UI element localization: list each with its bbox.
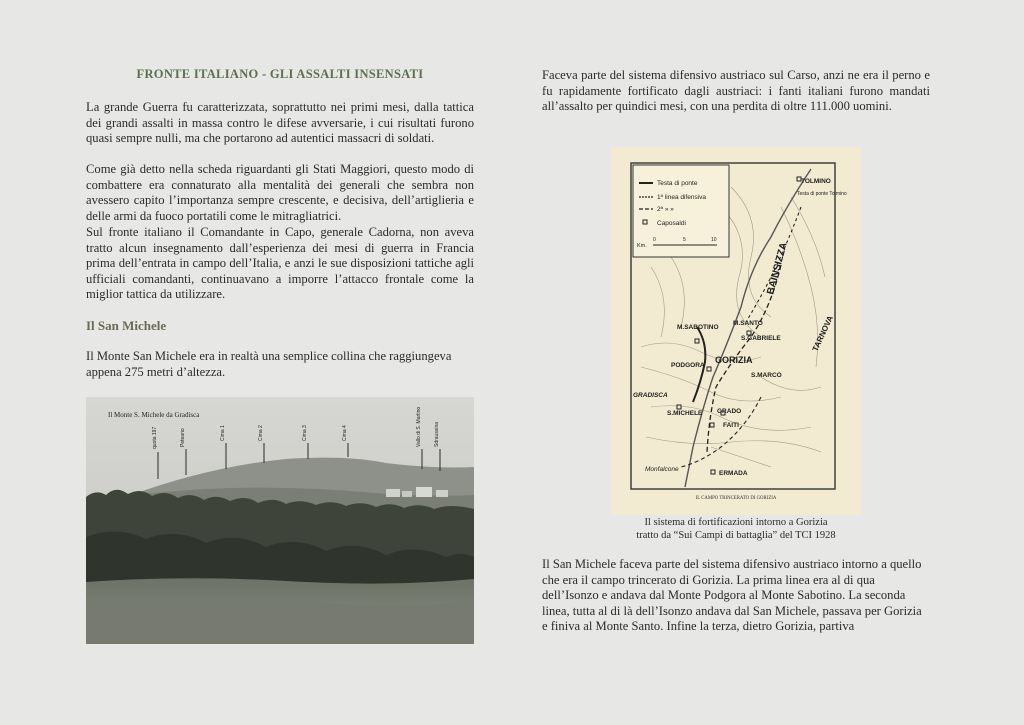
gorizia-paragraph: Il San Michele faceva parte del sistema difensivo austriaco intorno a quello che era il campo trincerato di Gorizia. La prima linea era al di qua dell’Isonzo e andava dal Monte Podgora al Monte Sabotino. La seconda linea, tutta al di là dell’Isonzo andava dal San Michele, passava per Gorizia e finiva al Monte Santo. Infine la terza, dietro Gorizia, partiva: [542, 557, 922, 634]
place-michele: S.MICHELE: [667, 410, 703, 417]
place-gradisca: GRADISCA: [633, 392, 668, 399]
place-ermada: ERMADA: [719, 470, 748, 477]
monte-san-michele-photo: [86, 397, 474, 644]
photo-caption: Il Monte S. Michele da Gradisca: [108, 411, 200, 419]
page-title: FRONTE ITALIANO - GLI ASSALTI INSENSATI: [136, 67, 424, 81]
place-tolmino: TOLMINO: [801, 178, 831, 185]
place-bainsizza: BAINSIZZA: [765, 241, 790, 296]
place-faiti: FAITI: [723, 422, 739, 429]
place-gorizia: GORIZIA: [715, 355, 753, 365]
place-monfalcone: Monfalcone: [645, 466, 679, 473]
generals-paragraph: Come già detto nella scheda riguardanti gli Stati Maggiori, questo modo di combattere era connaturato alla mentalità dei generali che sembra non avessero capito l’importanza sempre crescente, e decisiva, dell’artiglieria e delle armi da fuoco portatili come le mitragliatrici.: [86, 162, 474, 223]
scale-tick: 0: [653, 237, 656, 243]
place-ternova: TARNOVA: [810, 314, 836, 353]
gorizia-fortification-map: [611, 147, 861, 515]
legend-first-line: 1ª linea difensiva: [657, 194, 707, 201]
intro-paragraph: La grande Guerra fu caratterizzata, soprattutto nei primi mesi, dalla tattica dei grandi assalti in massa contro le difese avversarie, i cui risultati furono quasi sempre nulli, ma che portarono ad autentici massacri di soldati.: [86, 100, 474, 146]
peak-label: Cima 1: [220, 425, 226, 441]
map-caption-line-2: tratto da “Sui Campi di battaglia” del TCI 1928: [636, 530, 836, 541]
place-gabriele: S.GABRIELE: [741, 335, 781, 342]
peak-label: Vallo di S. Martino: [416, 406, 422, 447]
peak-label: Cima 4: [342, 425, 348, 441]
peak-label: Peteano: [180, 428, 186, 447]
section-heading: Il San Michele: [86, 318, 167, 333]
place-grado: GRADO: [717, 408, 742, 415]
peak-label: Cima 2: [258, 425, 264, 441]
scale-tick: 5: [683, 237, 686, 243]
peak-label: quota 197: [152, 426, 158, 449]
legend-bridgehead: Testa di ponte: [657, 180, 698, 187]
map-footer: IL CAMPO TRINCERATO DI GORIZIA: [695, 496, 777, 501]
san-michele-paragraph: Il Monte San Michele era in realtà una semplice collina che raggiungeva appena 275 metri d’altezza.: [86, 349, 452, 379]
place-podgora: PODGORA: [671, 362, 705, 369]
peak-label: Cima 3: [302, 425, 308, 441]
map-illustration: [611, 147, 861, 515]
carso-paragraph: Faceva parte del sistema difensivo austriaco sul Carso, anzi ne era il perno e fu rapidamente fortificato dagli austriaci: i fanti italiani furono mandati all’assalto per quindici mesi, con una perdita di oltre 111.000 uomini.: [542, 68, 930, 114]
scale-tick: 10: [711, 237, 717, 243]
legend-scale-label: Km.: [637, 243, 647, 249]
map-caption: [542, 516, 930, 542]
photo-illustration: [86, 397, 474, 644]
place-sabotino: M.SABOTINO: [677, 324, 719, 331]
legend-strongpoints: Caposaldi: [657, 220, 686, 227]
cadorna-paragraph: Sul fronte italiano il Comandante in Capo, generale Cadorna, non aveva tratto alcun insegnamento dall’esperienza dei mesi di guerra in Francia prima dell’entrata in campo dell’Italia, e anzi le sue disposizioni tattiche agli ufficiali comandanti, continuavano a imporre l’attacco frontale come la miglior tattica da utilizzare.: [86, 225, 474, 302]
place-santo: M.SANTO: [733, 320, 763, 327]
place-testa-tolmino: Testa di ponte Tolmino: [797, 191, 847, 197]
peak-label: Sdraussina: [434, 421, 440, 447]
map-caption-line-1: Il sistema di fortificazioni intorno a Gorizia: [644, 517, 828, 528]
place-marco: S.MARCO: [751, 372, 782, 379]
legend-second-line: 2ª » »: [657, 206, 674, 213]
